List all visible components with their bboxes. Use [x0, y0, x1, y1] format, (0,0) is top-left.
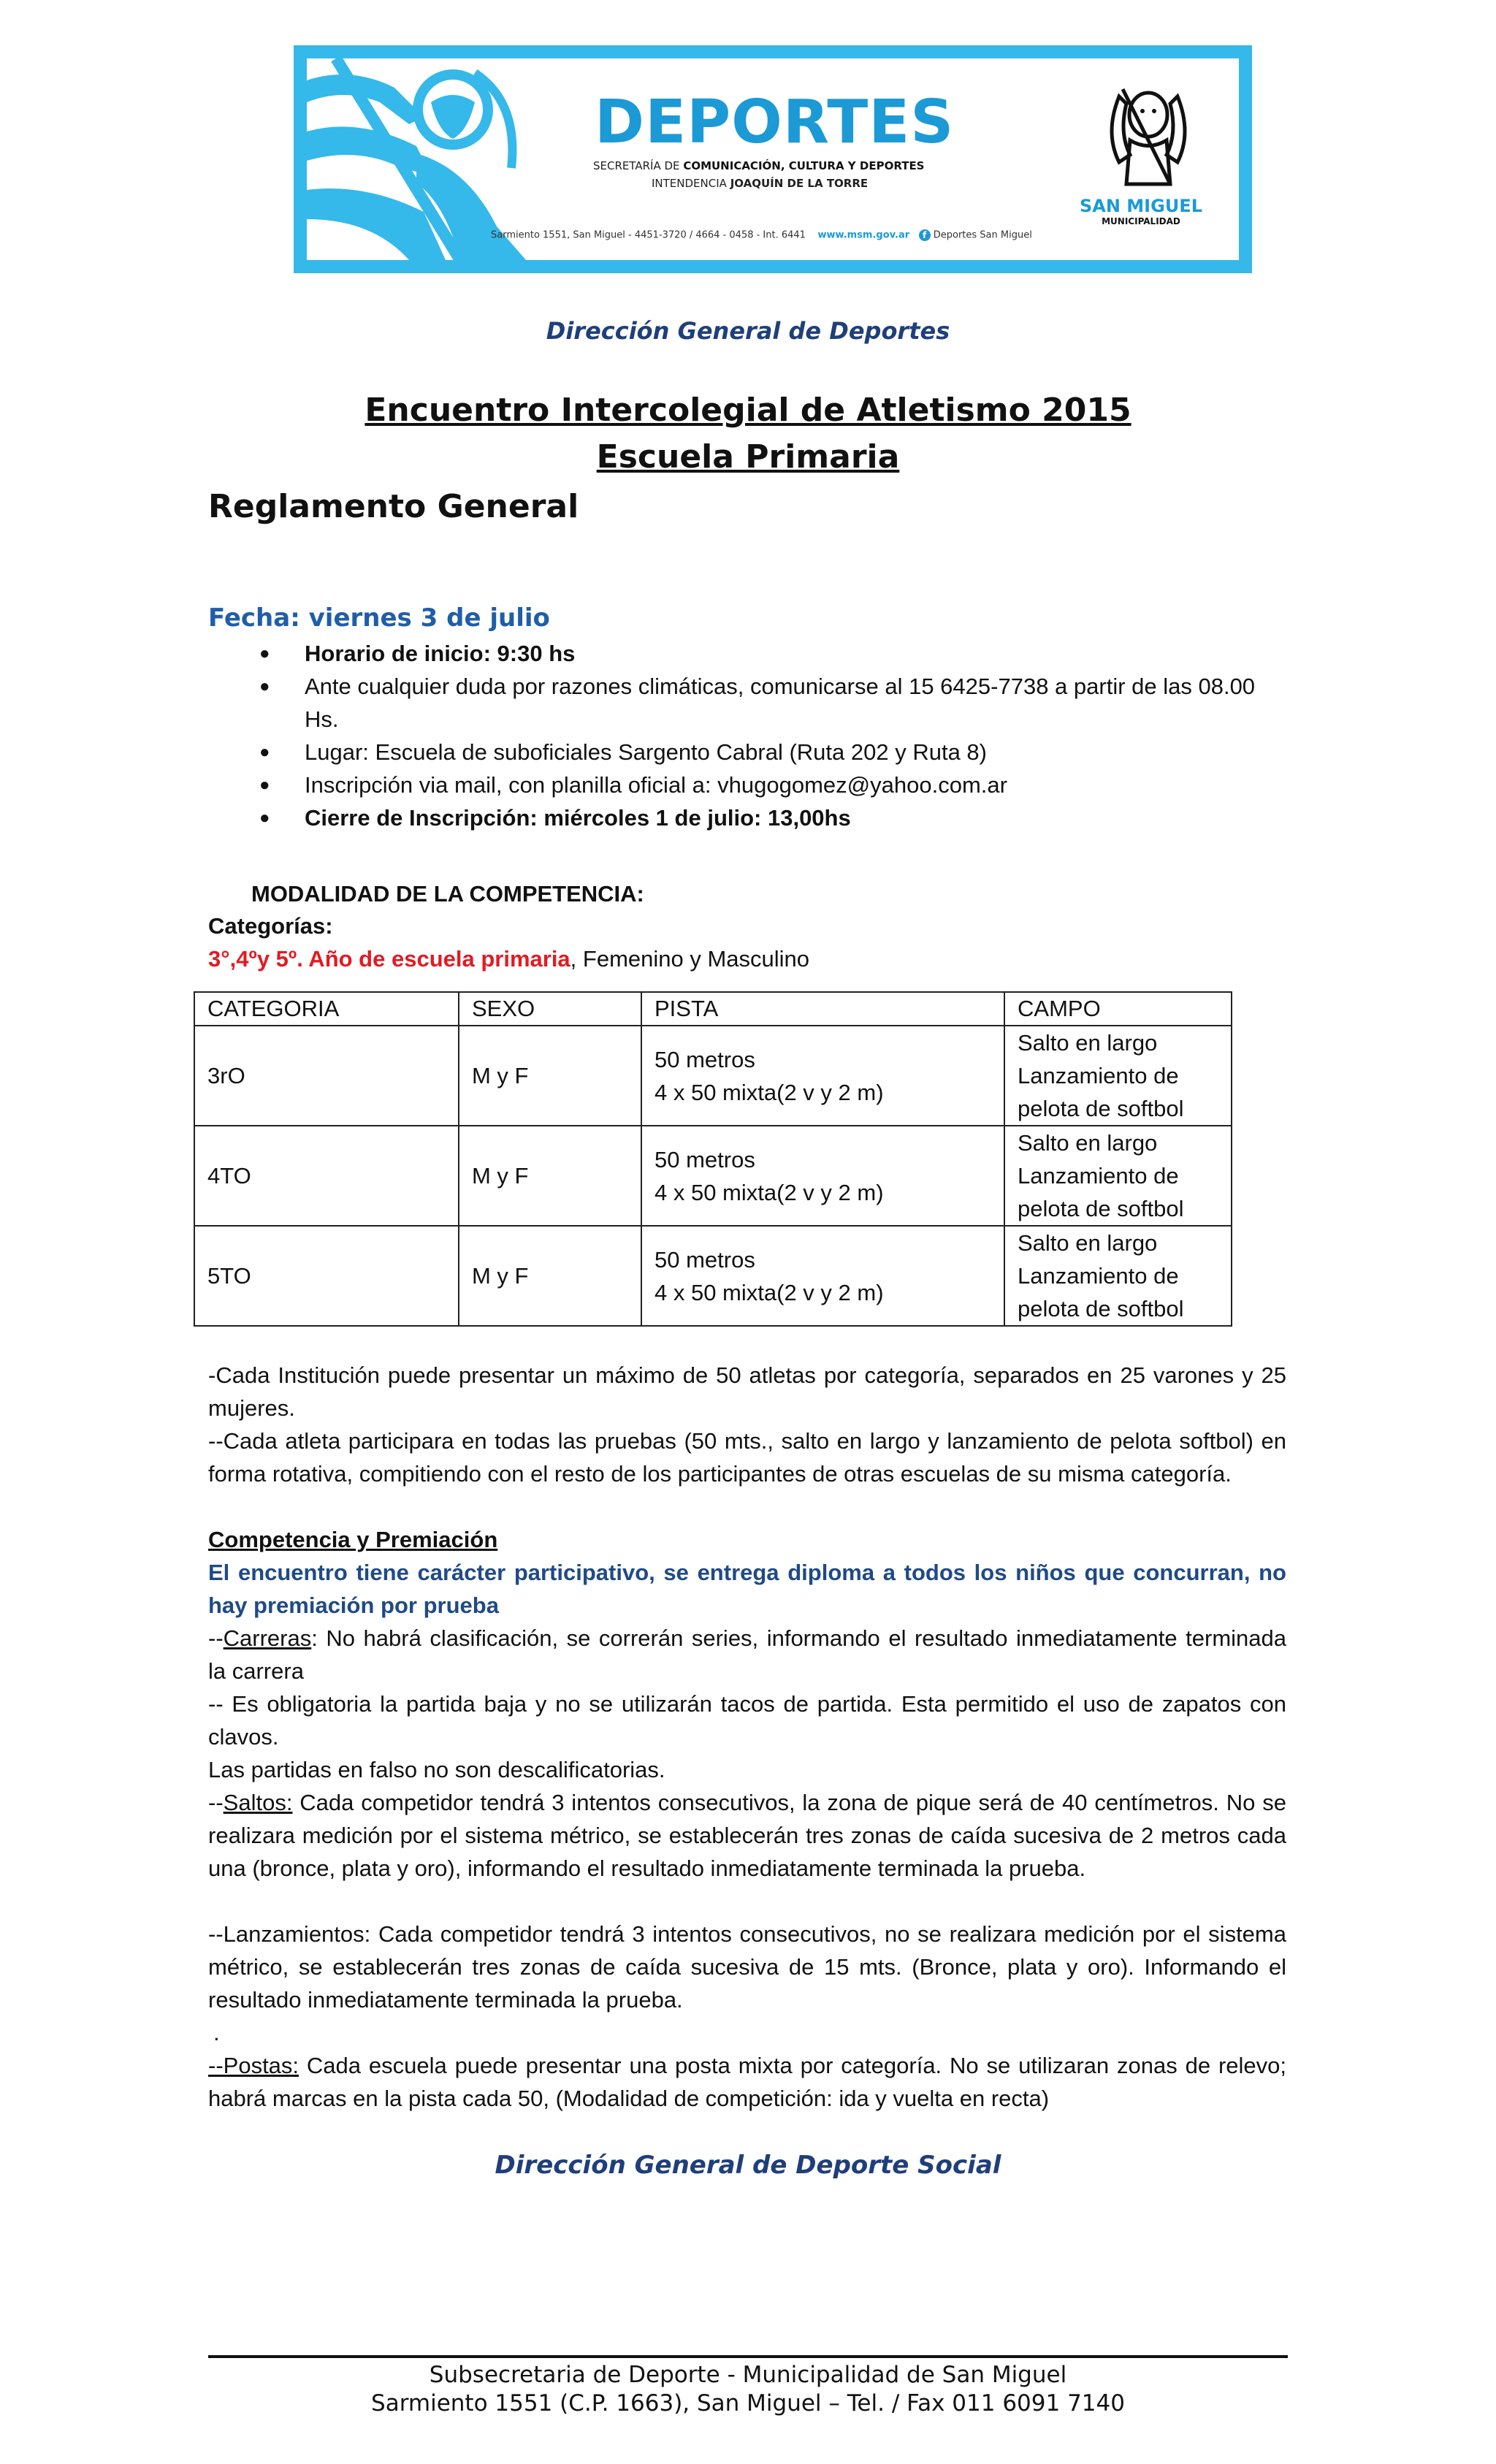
banner-intendencia: INTENDENCIA JOAQUÍN DE LA TORRE	[652, 177, 869, 190]
table-row	[194, 1126, 1232, 1226]
banner-border-top	[294, 45, 1252, 58]
cell-pista: 50 metros 4 x 50 mixta(2 v y 2 m)	[641, 1226, 1004, 1326]
event-info-list	[259, 637, 1289, 834]
banner-border-right	[1239, 45, 1252, 273]
list-item: ● Cierre de Inscripción: miércoles 1 de julio: 13,00hs	[259, 801, 1289, 834]
rule-postas: --Postas: Cada escuela puede presentar una posta mixta por categoría. No se utilizaran zonas de relevo; habrá marcas en la pista cada 50, (Modalidad de competición: ida y vuelta en recta)	[208, 2053, 1286, 2111]
banner-facebook: Deportes San Miguel	[933, 229, 1032, 241]
rule-falsas: Las partidas en falso no son descalificatorias.	[208, 1757, 665, 1782]
section-heading: Reglamento General	[208, 488, 579, 525]
banner-title: DEPORTES	[595, 88, 955, 157]
cell-campo: Salto en largo Lanzamiento de pelota de softbol	[1004, 1126, 1232, 1226]
cell-categoria: 3rO	[194, 1026, 459, 1126]
direction-heading: Dirección General de Deportes	[546, 317, 950, 345]
event-date: Fecha: viernes 3 de julio	[208, 603, 550, 633]
premiacion-text: El encuentro tiene carácter participativo, se entrega diploma a todos los niños que concurran, no hay premiación por prueba	[208, 1560, 1286, 1618]
column-header: CAMPO	[1004, 992, 1232, 1026]
cell-pista: 50 metros 4 x 50 mixta(2 v y 2 m)	[641, 1026, 1004, 1126]
categorias-label: Categorías:	[208, 913, 333, 939]
document-title: Encuentro Intercolegial de Atletismo 2015	[365, 392, 1131, 429]
column-header: CATEGORIA	[194, 992, 459, 1026]
rule-carreras: --Carreras: No habrá clasificación, se correrán series, informando el resultado inmediatamente terminada la carrera	[208, 1625, 1286, 1684]
cell-categoria: 4TO	[194, 1126, 459, 1226]
categories-table	[194, 991, 1232, 1327]
facebook-icon: f	[919, 229, 931, 241]
rule-dot: .	[213, 2020, 220, 2045]
rule-lanzamientos: --Lanzamientos: Cada competidor tendrá 3 intentos consecutivos, no se realizara medición por el sistema métrico, se establecerán tres zonas de caída sucesiva de 15 mts. (Bronce, plata y oro). Informando el resultado inmediatamente terminada la prueba.	[208, 1921, 1286, 2013]
table-row	[194, 1226, 1232, 1326]
footer-line: Sarmiento 1551 (C.P. 1663), San Miguel – Tel. / Fax 011 6091 7140	[371, 2390, 1125, 2417]
header-banner	[294, 45, 1252, 273]
footer-divider	[208, 2355, 1288, 2358]
list-item: ● Ante cualquier duda por razones climáticas, comunicarse al 15 6425-7738 a partir de las 08.00 Hs.	[259, 670, 1289, 736]
cell-categoria: 5TO	[194, 1226, 459, 1326]
banner-border-bottom	[294, 260, 1252, 273]
banner-contact-line	[491, 229, 1221, 241]
rule-partida: -- Es obligatoria la partida baja y no se utilizarán tacos de partida. Esta permitido el uso de zapatos con clavos.	[208, 1691, 1286, 1750]
modalidad-heading: MODALIDAD DE LA COMPETENCIA:	[251, 881, 644, 907]
categorias-highlight: 3°,4ºy 5º. Año de escuela primaria	[208, 946, 570, 972]
municipality-name: SAN MIGUEL	[1080, 196, 1202, 216]
rule-saltos: --Saltos: Cada competidor tendrá 3 intentos consecutivos, la zona de pique será de 40 centímetros. No se realizara medición por el sistema métrico, se establecerán tres zonas de caída sucesiva de 2 metros cada una (bronce, plata y oro), informando el resultado inmediatamente terminada la prueba.	[208, 1790, 1286, 1881]
column-header: PISTA	[641, 992, 1004, 1026]
document-subtitle: Escuela Primaria	[596, 438, 900, 476]
cell-sexo: M y F	[459, 1226, 641, 1326]
closing-direction: Dirección General de Deporte Social	[495, 2151, 1001, 2180]
table-row	[194, 1026, 1232, 1126]
rule-paragraph: -Cada Institución puede presentar un máximo de 50 atletas por categoría, separados en 25 varones y 25 mujeres.	[208, 1362, 1286, 1421]
list-item: ● Horario de inicio: 9:30 hs	[259, 637, 1289, 670]
rule-paragraph: --Cada atleta participara en todas las pruebas (50 mts., salto en largo y lanzamiento de pelota softbol) en forma rotativa, compitiendo con el resto de los participantes de otras escuelas de su misma categoría.	[208, 1428, 1286, 1487]
municipality-label: MUNICIPALIDAD	[1102, 216, 1180, 226]
cell-pista: 50 metros 4 x 50 mixta(2 v y 2 m)	[641, 1126, 1004, 1226]
san-miguel-logo-icon	[1097, 82, 1199, 191]
banner-secretaria: SECRETARÍA DE COMUNICACIÓN, CULTURA Y DEPORTES	[593, 159, 925, 172]
banner-address: Sarmiento 1551, San Miguel - 4451-3720 / 4664 - 0458 - Int. 6441	[491, 229, 806, 241]
cell-sexo: M y F	[459, 1126, 641, 1226]
cell-sexo: M y F	[459, 1026, 641, 1126]
list-item: ● Inscripción via mail, con planilla oficial a: vhugogomez@yahoo.com.ar	[259, 768, 1289, 801]
banner-border-left	[294, 45, 307, 273]
premiacion-heading: Competencia y Premiación	[208, 1527, 498, 1552]
column-header: SEXO	[459, 992, 641, 1026]
footer-line: Subsecretaria de Deporte - Municipalidad de San Miguel	[429, 2362, 1067, 2388]
banner-website: www.msm.gov.ar	[817, 229, 910, 241]
list-item: ● Lugar: Escuela de suboficiales Sargento Cabral (Ruta 202 y Ruta 8)	[259, 736, 1289, 768]
table-header-row	[194, 992, 1232, 1026]
cell-campo: Salto en largo Lanzamiento de pelota de softbol	[1004, 1226, 1232, 1326]
categorias-line: 3°,4ºy 5º. Año de escuela primaria, Femenino y Masculino	[208, 946, 810, 972]
cell-campo: Salto en largo Lanzamiento de pelota de softbol	[1004, 1026, 1232, 1126]
